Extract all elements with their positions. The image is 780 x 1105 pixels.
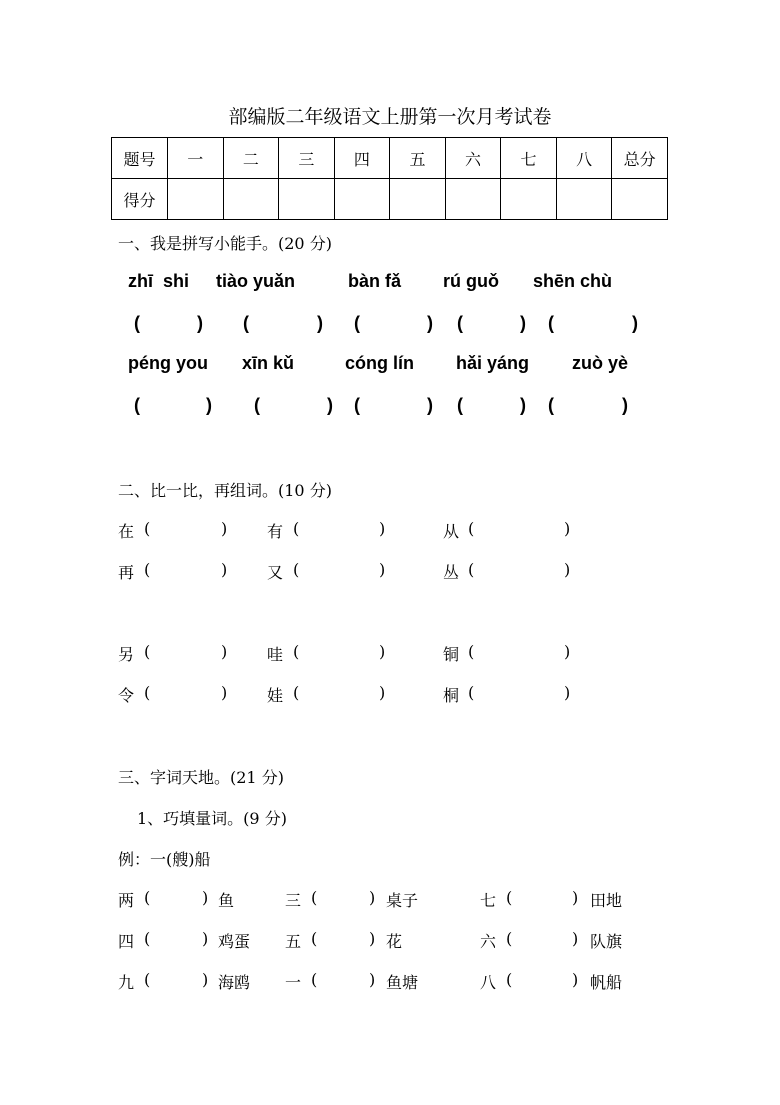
answer-blank-close: ) xyxy=(202,888,209,907)
answer-blank-close: ) xyxy=(379,642,386,661)
compare-char: 娃 xyxy=(267,686,284,705)
answer-blank-open: ( xyxy=(311,888,318,907)
answer-blank-open: ( xyxy=(354,395,360,415)
answer-blank-close: ) xyxy=(202,929,209,948)
pinyin-word: péng you xyxy=(128,353,208,373)
answer-blank-open: ( xyxy=(144,560,151,579)
pinyin-word: hǎi yáng xyxy=(456,353,530,373)
pinyin-word: tiào yuǎn xyxy=(216,271,296,291)
answer-blank-close: ) xyxy=(221,683,228,702)
pinyin-word: zuò yè xyxy=(572,353,629,373)
compare-char: 有 xyxy=(267,522,284,541)
answer-blank-close: ) xyxy=(327,395,333,415)
compare-char: 另 xyxy=(118,645,135,664)
answer-blank-close: ) xyxy=(202,970,209,989)
answer-blank-close: ) xyxy=(564,560,571,579)
answer-blank-close: ) xyxy=(632,313,638,333)
measure-number: 六 xyxy=(480,932,497,951)
compare-char: 再 xyxy=(118,563,135,582)
score-table-cell: 二 xyxy=(223,138,279,179)
answer-blank-close: ) xyxy=(369,929,376,948)
compare-char: 又 xyxy=(267,563,284,582)
answer-blank-open: ( xyxy=(254,395,260,415)
score-table-cell: 题号 xyxy=(112,138,168,179)
measure-word-example: 例：一(艘)船 xyxy=(118,850,211,869)
pinyin-word: zhī shi xyxy=(128,271,190,291)
score-table-cell: 一 xyxy=(168,138,224,179)
compare-char: 在 xyxy=(118,522,135,541)
compare-char: 令 xyxy=(118,686,135,705)
answer-blank-open: ( xyxy=(134,313,140,333)
score-table-cell: 五 xyxy=(390,138,446,179)
compare-char: 丛 xyxy=(443,563,460,582)
answer-blank-close: ) xyxy=(369,888,376,907)
score-table-cell: 六 xyxy=(445,138,501,179)
compare-char: 哇 xyxy=(267,645,284,664)
answer-blank-close: ) xyxy=(317,313,323,333)
section3-sub1: 1、巧填量词。(9 分) xyxy=(137,809,287,828)
answer-blank-close: ) xyxy=(564,683,571,702)
score-table-cell: 四 xyxy=(334,138,390,179)
score-input-cell[interactable] xyxy=(501,179,557,220)
answer-blank-close: ) xyxy=(564,519,571,538)
answer-blank-close: ) xyxy=(520,313,526,333)
answer-blank-open: ( xyxy=(243,313,249,333)
score-table-score-row xyxy=(112,179,668,220)
score-row-label: 得分 xyxy=(112,179,168,220)
compare-char: 铜 xyxy=(443,645,460,664)
answer-blank-close: ) xyxy=(564,642,571,661)
answer-blank-open: ( xyxy=(144,970,151,989)
answer-blank-open: ( xyxy=(293,519,300,538)
measure-number: 九 xyxy=(118,973,135,992)
measure-noun: 鱼塘 xyxy=(386,973,419,992)
answer-blank-close: ) xyxy=(572,970,579,989)
answer-blank-open: ( xyxy=(457,313,463,333)
measure-number: 五 xyxy=(285,932,302,951)
answer-blank-open: ( xyxy=(468,560,475,579)
answer-blank-close: ) xyxy=(369,970,376,989)
compare-char: 桐 xyxy=(443,686,460,705)
section3-heading: 三、字词天地。(21 分) xyxy=(118,768,284,787)
measure-noun: 田地 xyxy=(590,891,623,910)
measure-number: 两 xyxy=(118,891,135,910)
measure-noun: 桌子 xyxy=(386,891,419,910)
score-input-cell[interactable] xyxy=(612,179,668,220)
answer-blank-open: ( xyxy=(134,395,140,415)
score-table-header-row xyxy=(112,138,668,179)
measure-noun: 帆船 xyxy=(590,973,623,992)
answer-blank-close: ) xyxy=(572,929,579,948)
answer-blank-open: ( xyxy=(506,929,513,948)
answer-blank-open: ( xyxy=(468,519,475,538)
answer-blank-open: ( xyxy=(548,313,554,333)
section1-heading: 一、我是拼写小能手。(20 分) xyxy=(118,234,332,253)
answer-blank-open: ( xyxy=(506,888,513,907)
answer-blank-open: ( xyxy=(354,313,360,333)
answer-blank-open: ( xyxy=(311,929,318,948)
measure-number: 八 xyxy=(480,973,497,992)
answer-blank-close: ) xyxy=(379,519,386,538)
measure-noun: 鱼 xyxy=(218,891,235,910)
score-input-cell[interactable] xyxy=(390,179,446,220)
measure-noun: 海鸥 xyxy=(218,973,251,992)
answer-blank-open: ( xyxy=(457,395,463,415)
answer-blank-open: ( xyxy=(293,642,300,661)
pinyin-word: cóng lín xyxy=(345,353,414,373)
page-title: 部编版二年级语文上册第一次月考试卷 xyxy=(228,106,552,128)
answer-blank-close: ) xyxy=(221,519,228,538)
answer-blank-close: ) xyxy=(427,313,433,333)
answer-blank-open: ( xyxy=(293,560,300,579)
answer-blank-open: ( xyxy=(144,642,151,661)
score-table-cell: 七 xyxy=(501,138,557,179)
measure-noun: 鸡蛋 xyxy=(218,932,251,951)
measure-noun: 队旗 xyxy=(590,932,623,951)
answer-blank-open: ( xyxy=(144,888,151,907)
answer-blank-close: ) xyxy=(572,888,579,907)
answer-blank-open: ( xyxy=(506,970,513,989)
answer-blank-close: ) xyxy=(379,560,386,579)
compare-char: 从 xyxy=(443,522,460,541)
measure-noun: 花 xyxy=(386,932,403,951)
answer-blank-open: ( xyxy=(548,395,554,415)
answer-blank-open: ( xyxy=(311,970,318,989)
answer-blank-close: ) xyxy=(427,395,433,415)
pinyin-word: rú guǒ xyxy=(443,271,499,291)
answer-blank-close: ) xyxy=(206,395,212,415)
section2-heading: 二、比一比，再组词。(10 分) xyxy=(118,481,332,500)
score-input-cell[interactable] xyxy=(279,179,335,220)
score-input-cell[interactable] xyxy=(168,179,224,220)
answer-blank-open: ( xyxy=(468,683,475,702)
score-input-cell[interactable] xyxy=(556,179,612,220)
answer-blank-close: ) xyxy=(221,560,228,579)
score-table-cell: 总分 xyxy=(612,138,668,179)
answer-blank-open: ( xyxy=(293,683,300,702)
answer-blank-open: ( xyxy=(144,929,151,948)
pinyin-word: xīn kǔ xyxy=(242,353,295,373)
answer-blank-close: ) xyxy=(221,642,228,661)
answer-blank-close: ) xyxy=(197,313,203,333)
score-input-cell[interactable] xyxy=(334,179,390,220)
score-table-cell: 三 xyxy=(279,138,335,179)
score-input-cell[interactable] xyxy=(223,179,279,220)
answer-blank-open: ( xyxy=(144,519,151,538)
answer-blank-close: ) xyxy=(520,395,526,415)
answer-blank-close: ) xyxy=(379,683,386,702)
answer-blank-open: ( xyxy=(144,683,151,702)
measure-number: 一 xyxy=(285,973,302,992)
measure-number: 四 xyxy=(118,932,135,951)
measure-number: 七 xyxy=(480,891,497,910)
score-table-cell: 八 xyxy=(556,138,612,179)
measure-number: 三 xyxy=(285,891,302,910)
score-table xyxy=(111,137,668,220)
pinyin-word: bàn fǎ xyxy=(348,271,402,291)
answer-blank-close: ) xyxy=(622,395,628,415)
score-input-cell[interactable] xyxy=(445,179,501,220)
answer-blank-open: ( xyxy=(468,642,475,661)
pinyin-word: shēn chù xyxy=(533,271,613,291)
